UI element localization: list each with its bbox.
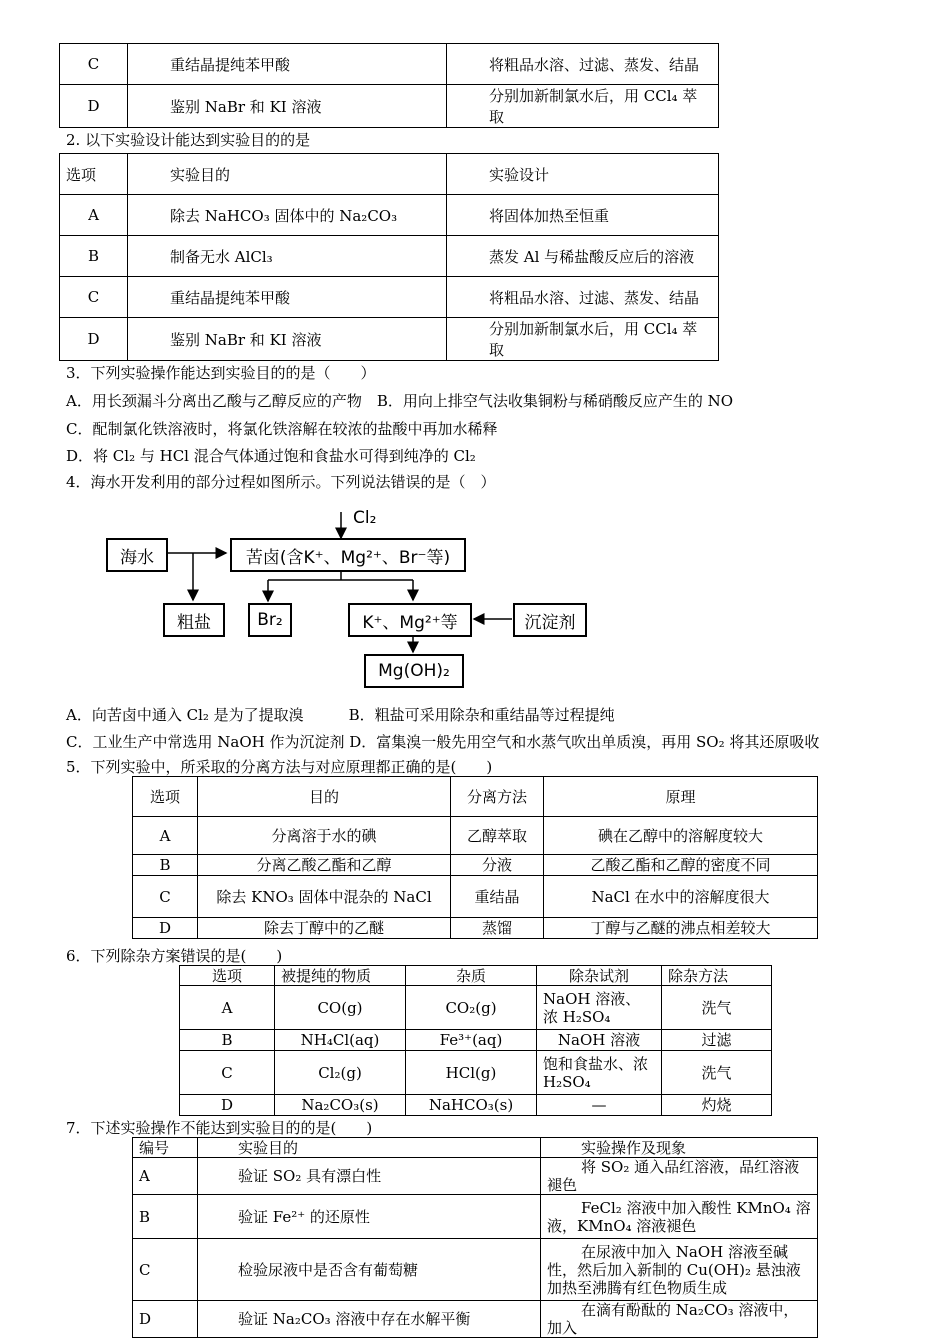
question-4-title: 4．海水开发利用的部分过程如图所示。下列说法错误的是（ ） xyxy=(66,473,496,491)
question-6-table xyxy=(179,965,772,1116)
header-cell: 选项 xyxy=(133,777,198,817)
table-cell: 洗气 xyxy=(662,986,772,1030)
table-cell: C xyxy=(60,277,128,318)
continued-table xyxy=(59,43,719,128)
table-cell: 验证 SO₂ 具有漂白性 xyxy=(198,1158,541,1195)
table-cell: 乙醇萃取 xyxy=(451,817,544,855)
table-cell: Na₂CO₃(s) xyxy=(275,1095,406,1116)
table-cell: C xyxy=(60,44,128,85)
table-row xyxy=(60,318,719,361)
table-cell: 将粗品水溶、过滤、蒸发、结晶 xyxy=(447,277,719,318)
table-cell: 过滤 xyxy=(662,1030,772,1051)
table-cell: NaHCO₃(s) xyxy=(406,1095,537,1116)
question-2-title: 2. 以下实验设计能达到实验目的的是 xyxy=(66,131,311,149)
table-cell: C xyxy=(133,876,198,918)
table-cell: 验证 Fe²⁺ 的还原性 xyxy=(198,1195,541,1239)
k-mg-ions-box: K⁺、Mg²⁺等 xyxy=(348,603,472,637)
cl2-label: Cl₂ xyxy=(353,508,377,528)
table-cell: 乙酸乙酯和乙醇的密度不同 xyxy=(544,855,818,876)
table-cell: D xyxy=(133,918,198,939)
table-header-row xyxy=(180,966,772,986)
table-cell: 将固体加热至恒重 xyxy=(447,195,719,236)
header-cell: 选项 xyxy=(180,966,275,986)
table-cell: 鉴别 NaBr 和 KI 溶液 xyxy=(128,318,447,361)
table-cell: 除去 NaHCO₃ 固体中的 Na₂CO₃ xyxy=(128,195,447,236)
table-cell: B xyxy=(180,1030,275,1051)
table-cell: NH₄Cl(aq) xyxy=(275,1030,406,1051)
table-cell: 在滴有酚酞的 Na₂CO₃ 溶液中，加入 xyxy=(541,1301,818,1338)
table-row xyxy=(60,44,719,85)
question-3-title: 3．下列实验操作能达到实验目的的是（ ） xyxy=(66,364,376,382)
table-cell: A xyxy=(180,986,275,1030)
table-header-row xyxy=(60,154,719,195)
table-cell: D xyxy=(60,318,128,361)
question-7-table xyxy=(132,1137,818,1338)
table-cell: FeCl₂ 溶液中加入酸性 KMnO₄ 溶液，KMnO₄ 溶液褪色 xyxy=(541,1195,818,1239)
header-cell: 分离方法 xyxy=(451,777,544,817)
table-cell: 重结晶提纯苯甲酸 xyxy=(128,277,447,318)
table-cell: 丁醇与乙醚的沸点相差较大 xyxy=(544,918,818,939)
table-cell: 饱和食盐水、浓 H₂SO₄ xyxy=(537,1051,662,1095)
question-4-options-cd: C．工业生产中常选用 NaOH 作为沉淀剂 D．富集溴一般先用空气和水蒸气吹出单质溴，再用 SO₂ 将其还原吸收 xyxy=(66,733,820,751)
table-cell: C xyxy=(133,1239,198,1301)
crude-salt-box: 粗盐 xyxy=(163,603,225,637)
table-cell: D xyxy=(133,1301,198,1338)
header-cell: 编号 xyxy=(133,1138,198,1158)
table-header-row xyxy=(133,777,818,817)
table-cell: NaOH 溶液、浓 H₂SO₄ xyxy=(537,986,662,1030)
table-cell: NaCl 在水中的溶解度很大 xyxy=(544,876,818,918)
flow-diagram-arrows xyxy=(0,500,950,695)
header-cell: 实验操作及现象 xyxy=(541,1138,818,1158)
table-cell: C xyxy=(180,1051,275,1095)
table-row xyxy=(133,1301,818,1338)
header-cell: 原理 xyxy=(544,777,818,817)
table-cell: B xyxy=(60,236,128,277)
header-cell: 实验设计 xyxy=(447,154,719,195)
table-cell: 鉴别 NaBr 和 KI 溶液 xyxy=(128,85,447,128)
table-cell: 蒸馏 xyxy=(451,918,544,939)
question-5-table xyxy=(132,776,818,939)
table-row xyxy=(60,195,719,236)
table-cell: 碘在乙醇中的溶解度较大 xyxy=(544,817,818,855)
question-5-title: 5．下列实验中，所采取的分离方法与对应原理都正确的是( ) xyxy=(66,758,493,776)
table-cell: B xyxy=(133,855,198,876)
header-cell: 杂质 xyxy=(406,966,537,986)
table-cell: 重结晶 xyxy=(451,876,544,918)
table-cell: 将 SO₂ 通入品红溶液，品红溶液褪色 xyxy=(541,1158,818,1195)
mg-hydroxide-box: Mg(OH)₂ xyxy=(364,654,464,688)
table-cell: Fe³⁺(aq) xyxy=(406,1030,537,1051)
question-6-title: 6．下列除杂方案错误的是( ) xyxy=(66,947,283,965)
table-row xyxy=(60,277,719,318)
question-3-options-ab: A．用长颈漏斗分离出乙酸与乙醇反应的产物 B．用向上排空气法收集铜粉与稀硝酸反应产生的 NO xyxy=(66,392,734,410)
table-cell: D xyxy=(60,85,128,128)
table-cell: 分液 xyxy=(451,855,544,876)
table-row xyxy=(133,1239,818,1301)
table-cell: — xyxy=(537,1095,662,1116)
header-cell: 被提纯的物质 xyxy=(275,966,406,986)
header-cell: 实验目的 xyxy=(198,1138,541,1158)
table-cell: B xyxy=(133,1195,198,1239)
table-row xyxy=(133,1158,818,1195)
table-row xyxy=(60,236,719,277)
precipitant-box: 沉淀剂 xyxy=(513,603,587,637)
table-cell: A xyxy=(133,1158,198,1195)
header-cell: 目的 xyxy=(198,777,451,817)
table-cell: 将粗品水溶、过滤、蒸发、结晶 xyxy=(447,44,719,85)
table-cell: D xyxy=(180,1095,275,1116)
question-4-options-ab: A．向苦卤中通入 Cl₂ 是为了提取溴 B．粗盐可采用除杂和重结晶等过程提纯 xyxy=(66,706,615,724)
table-row xyxy=(133,855,818,876)
table-cell: 除去丁醇中的乙醚 xyxy=(198,918,451,939)
brine-box: 苦卤(含K⁺、Mg²⁺、Br⁻等) xyxy=(230,538,466,572)
table-row xyxy=(133,876,818,918)
question-3-option-c: C．配制氯化铁溶液时，将氯化铁溶解在较浓的盐酸中再加水稀释 xyxy=(66,420,498,438)
question-2-table xyxy=(59,153,719,361)
table-cell: CO₂(g) xyxy=(406,986,537,1030)
table-cell: 重结晶提纯苯甲酸 xyxy=(128,44,447,85)
table-cell: 蒸发 Al 与稀盐酸反应后的溶液 xyxy=(447,236,719,277)
bromine-box: Br₂ xyxy=(248,603,292,637)
table-cell: 制备无水 AlCl₃ xyxy=(128,236,447,277)
table-cell: 检验尿液中是否含有葡萄糖 xyxy=(198,1239,541,1301)
table-row xyxy=(180,1030,772,1051)
table-cell: 除去 KNO₃ 固体中混杂的 NaCl xyxy=(198,876,451,918)
question-3-option-d: D．将 Cl₂ 与 HCl 混合气体通过饱和食盐水可得到纯净的 Cl₂ xyxy=(66,447,476,465)
table-cell: HCl(g) xyxy=(406,1051,537,1095)
table-cell: 灼烧 xyxy=(662,1095,772,1116)
table-row xyxy=(180,1095,772,1116)
table-cell: 验证 Na₂CO₃ 溶液中存在水解平衡 xyxy=(198,1301,541,1338)
table-cell: A xyxy=(133,817,198,855)
table-cell: CO(g) xyxy=(275,986,406,1030)
table-header-row xyxy=(133,1138,818,1158)
table-cell: 分离溶于水的碘 xyxy=(198,817,451,855)
table-row xyxy=(180,986,772,1030)
table-row xyxy=(60,85,719,128)
table-cell: NaOH 溶液 xyxy=(537,1030,662,1051)
header-cell: 除杂方法 xyxy=(662,966,772,986)
table-cell: A xyxy=(60,195,128,236)
table-row xyxy=(133,918,818,939)
header-cell: 选项 xyxy=(60,154,128,195)
header-cell: 除杂试剂 xyxy=(537,966,662,986)
table-cell: 分离乙酸乙酯和乙醇 xyxy=(198,855,451,876)
table-cell: 在尿液中加入 NaOH 溶液至碱性，然后加入新制的 Cu(OH)₂ 悬浊液加热至沸腾有红色物质生成 xyxy=(541,1239,818,1301)
table-cell: 分别加新制氯水后，用 CCl₄ 萃取 xyxy=(447,85,719,128)
question-7-title: 7．下述实验操作不能达到实验目的的是( ) xyxy=(66,1119,373,1137)
table-cell: Cl₂(g) xyxy=(275,1051,406,1095)
table-cell: 分别加新制氯水后，用 CCl₄ 萃取 xyxy=(447,318,719,361)
table-row xyxy=(133,817,818,855)
header-cell: 实验目的 xyxy=(128,154,447,195)
seawater-box: 海水 xyxy=(106,538,168,572)
table-row xyxy=(133,1195,818,1239)
table-row xyxy=(180,1051,772,1095)
table-cell: 洗气 xyxy=(662,1051,772,1095)
